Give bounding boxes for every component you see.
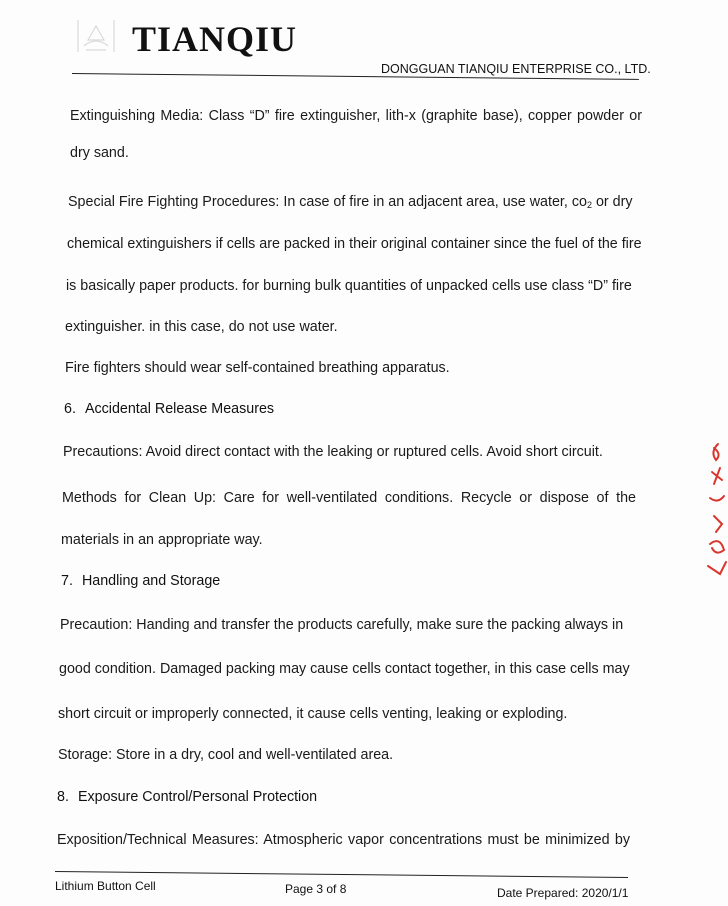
footer-date: Date Prepared: 2020/1/1	[497, 886, 629, 900]
red-seal-stamp-icon	[698, 432, 728, 582]
paragraph-line: chemical extinguishers if cells are packed in their original container since the fuel of the fire	[67, 236, 642, 252]
section-heading	[57, 789, 317, 805]
paragraph-line: Precautions: Avoid direct contact with the leaking or ruptured cells. Avoid short circuit.	[63, 444, 603, 460]
paragraph-line: extinguisher. in this case, do not use water.	[65, 319, 338, 335]
subscript-text: 2	[586, 200, 592, 210]
section-title: Accidental Release Measures	[84, 401, 275, 417]
paragraph-line: Extinguishing Media: Class “D” fire extinguisher, lith-x (graphite base), copper powder or	[70, 108, 642, 124]
section-number: 6.	[64, 401, 76, 417]
paragraph-line: dry sand.	[70, 145, 129, 161]
paragraph-line: Fire fighters should wear self-contained breathing apparatus.	[65, 360, 450, 376]
paragraph-line: short circuit or improperly connected, it cause cells venting, leaking or exploding.	[58, 706, 568, 722]
text-run: Special Fire Fighting Procedures: In case of fire in an adjacent area, use water, co	[68, 194, 587, 210]
paragraph-line: Precaution: Handing and transfer the products carefully, make sure the packing always in	[60, 617, 624, 633]
paragraph-line: good condition. Damaged packing may cause cells contact together, in this case cells may	[59, 661, 630, 677]
paragraph-line: Storage: Store in a dry, cool and well-ventilated area.	[58, 747, 394, 763]
section-title: Exposure Control/Personal Protection	[77, 789, 318, 805]
logo-mark-icon	[72, 16, 120, 56]
paragraph-line: Exposition/Technical Measures: Atmospheric vapor concentrations must be minimized by	[57, 832, 630, 848]
paragraph-line: Methods for Clean Up: Care for well-ventilated conditions. Recycle or dispose of the	[62, 490, 636, 506]
section-heading	[61, 573, 220, 589]
section-number: 8.	[57, 789, 69, 805]
footer-page-number: Page 3 of 8	[285, 882, 347, 896]
section-heading	[64, 401, 274, 417]
paragraph-line: materials in an appropriate way.	[61, 532, 263, 548]
section-title: Handling and Storage	[81, 573, 221, 589]
paragraph-line	[68, 194, 633, 210]
text-run: or dry	[591, 194, 633, 210]
footer-product: Lithium Button Cell	[55, 879, 156, 893]
paragraph-line: is basically paper products. for burning bulk quantities of unpacked cells use class “D” fire	[66, 278, 632, 294]
brand-logo-text: TIANQIU	[132, 19, 298, 59]
company-name: DONGGUAN TIANQIU ENTERPRISE CO., LTD.	[381, 62, 651, 76]
section-number: 7.	[61, 573, 73, 589]
footer-rule	[55, 871, 628, 878]
